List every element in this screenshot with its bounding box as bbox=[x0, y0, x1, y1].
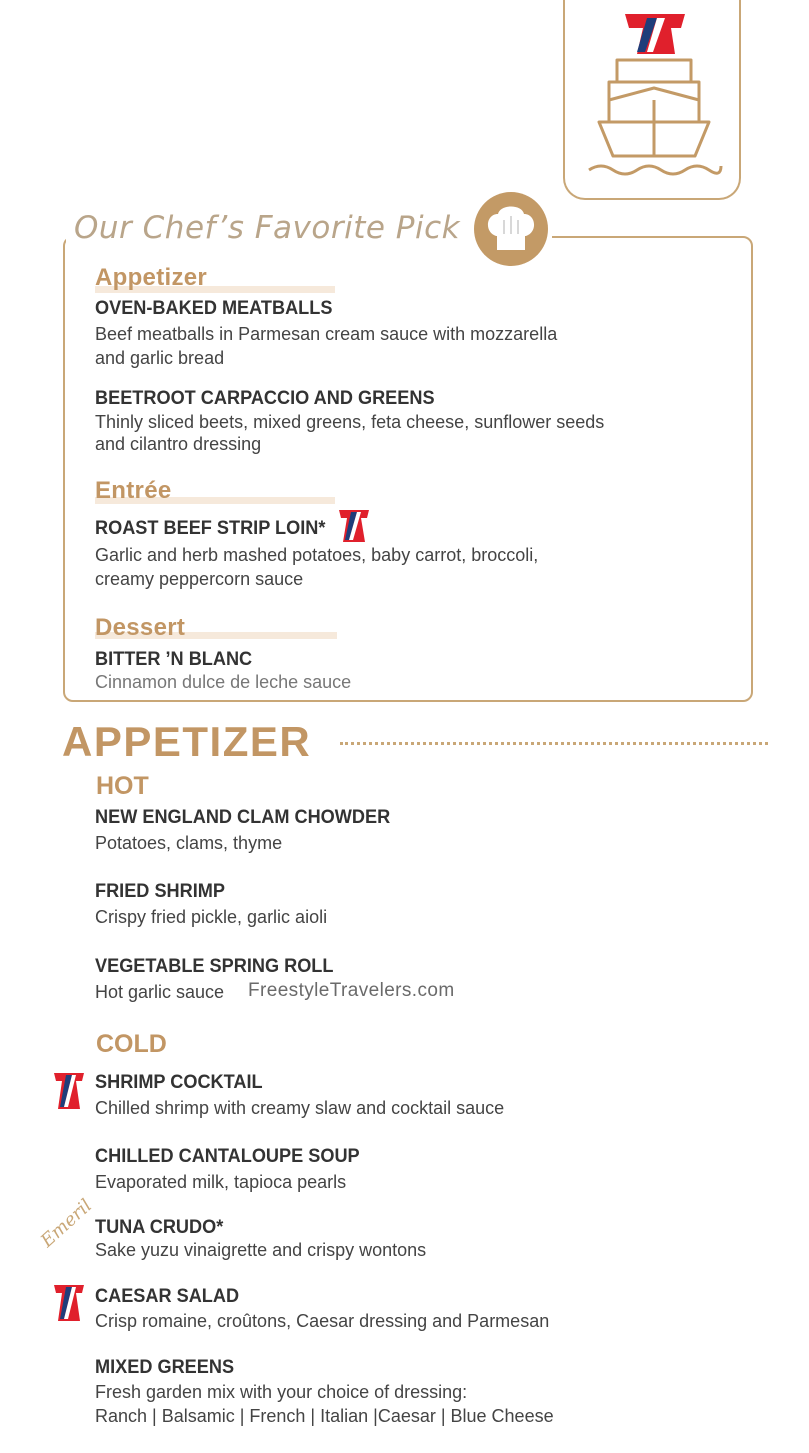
menu-item-desc: creamy peppercorn sauce bbox=[95, 569, 304, 589]
menu-item-name: NEW ENGLAND CLAM CHOWDER bbox=[95, 806, 391, 828]
menu-item-desc: Sake yuzu vinaigrette and crispy wontons bbox=[95, 1240, 427, 1260]
menu-item-desc: Crisp romaine, croûtons, Caesar dressing and Parmesan bbox=[95, 1311, 550, 1331]
carnival-funnel-icon bbox=[337, 508, 371, 544]
menu-item-desc: and cilantro dressing bbox=[95, 434, 262, 454]
ship-logo-frame bbox=[563, 0, 741, 200]
menu-item-desc: Fresh garden mix with your choice of dressing: bbox=[95, 1382, 468, 1402]
chef-pick-heading-appetizer: Appetizer bbox=[95, 264, 208, 291]
menu-item-desc: Garlic and herb mashed potatoes, baby carrot, broccoli, bbox=[95, 545, 539, 565]
menu-item-desc: Crispy fried pickle, garlic aioli bbox=[95, 907, 328, 927]
menu-item-name: CAESAR SALAD bbox=[95, 1285, 240, 1307]
menu-item-name: FRIED SHRIMP bbox=[95, 880, 225, 902]
menu-item-name: CHILLED CANTALOUPE SOUP bbox=[95, 1145, 360, 1167]
chef-hat-icon bbox=[474, 192, 548, 266]
menu-item-name: VEGETABLE SPRING ROLL bbox=[95, 955, 334, 977]
menu-item-name: BEETROOT CARPACCIO AND GREENS bbox=[95, 387, 435, 409]
menu-item-name: ROAST BEEF STRIP LOIN* bbox=[95, 517, 326, 539]
subheading-hot: HOT bbox=[96, 772, 149, 800]
dotted-divider bbox=[340, 742, 768, 745]
menu-item-name: OVEN-BAKED MEATBALLS bbox=[95, 297, 333, 319]
menu-item-desc: Cinnamon dulce de leche sauce bbox=[95, 672, 352, 692]
watermark-text: FreestyleTravelers.com bbox=[248, 980, 455, 1001]
menu-item-desc: Hot garlic sauce bbox=[95, 982, 225, 1002]
chef-favorite-title: Our Chef’s Favorite Pick bbox=[66, 210, 468, 246]
section-title-appetizer: APPETIZER bbox=[62, 718, 312, 765]
chef-pick-heading-dessert: Dessert bbox=[95, 614, 186, 641]
menu-item-desc: Thinly sliced beets, mixed greens, feta cheese, sunflower seeds bbox=[95, 412, 605, 432]
menu-item-desc: Beef meatballs in Parmesan cream sauce with mozzarella bbox=[95, 324, 558, 344]
menu-item-desc: Potatoes, clams, thyme bbox=[95, 833, 283, 853]
menu-item-desc: Ranch | Balsamic | French | Italian |Caesar | Blue Cheese bbox=[95, 1406, 554, 1426]
subheading-cold: COLD bbox=[96, 1030, 167, 1058]
menu-item-desc: Evaporated milk, tapioca pearls bbox=[95, 1172, 347, 1192]
menu-item-name: SHRIMP COCKTAIL bbox=[95, 1071, 263, 1093]
menu-item-name: MIXED GREENS bbox=[95, 1356, 235, 1378]
menu-item-desc: and garlic bread bbox=[95, 348, 225, 368]
carnival-funnel-icon bbox=[52, 1283, 86, 1323]
chef-pick-heading-entree: Entrée bbox=[95, 477, 172, 504]
emeril-signature: Emeril bbox=[36, 1195, 97, 1252]
menu-item-desc: Chilled shrimp with creamy slaw and cocktail sauce bbox=[95, 1098, 505, 1118]
menu-item-name: BITTER ’N BLANC bbox=[95, 648, 253, 670]
cruise-ship-icon bbox=[585, 4, 725, 184]
carnival-funnel-icon bbox=[52, 1071, 86, 1111]
menu-item-name: TUNA CRUDO* bbox=[95, 1216, 224, 1238]
